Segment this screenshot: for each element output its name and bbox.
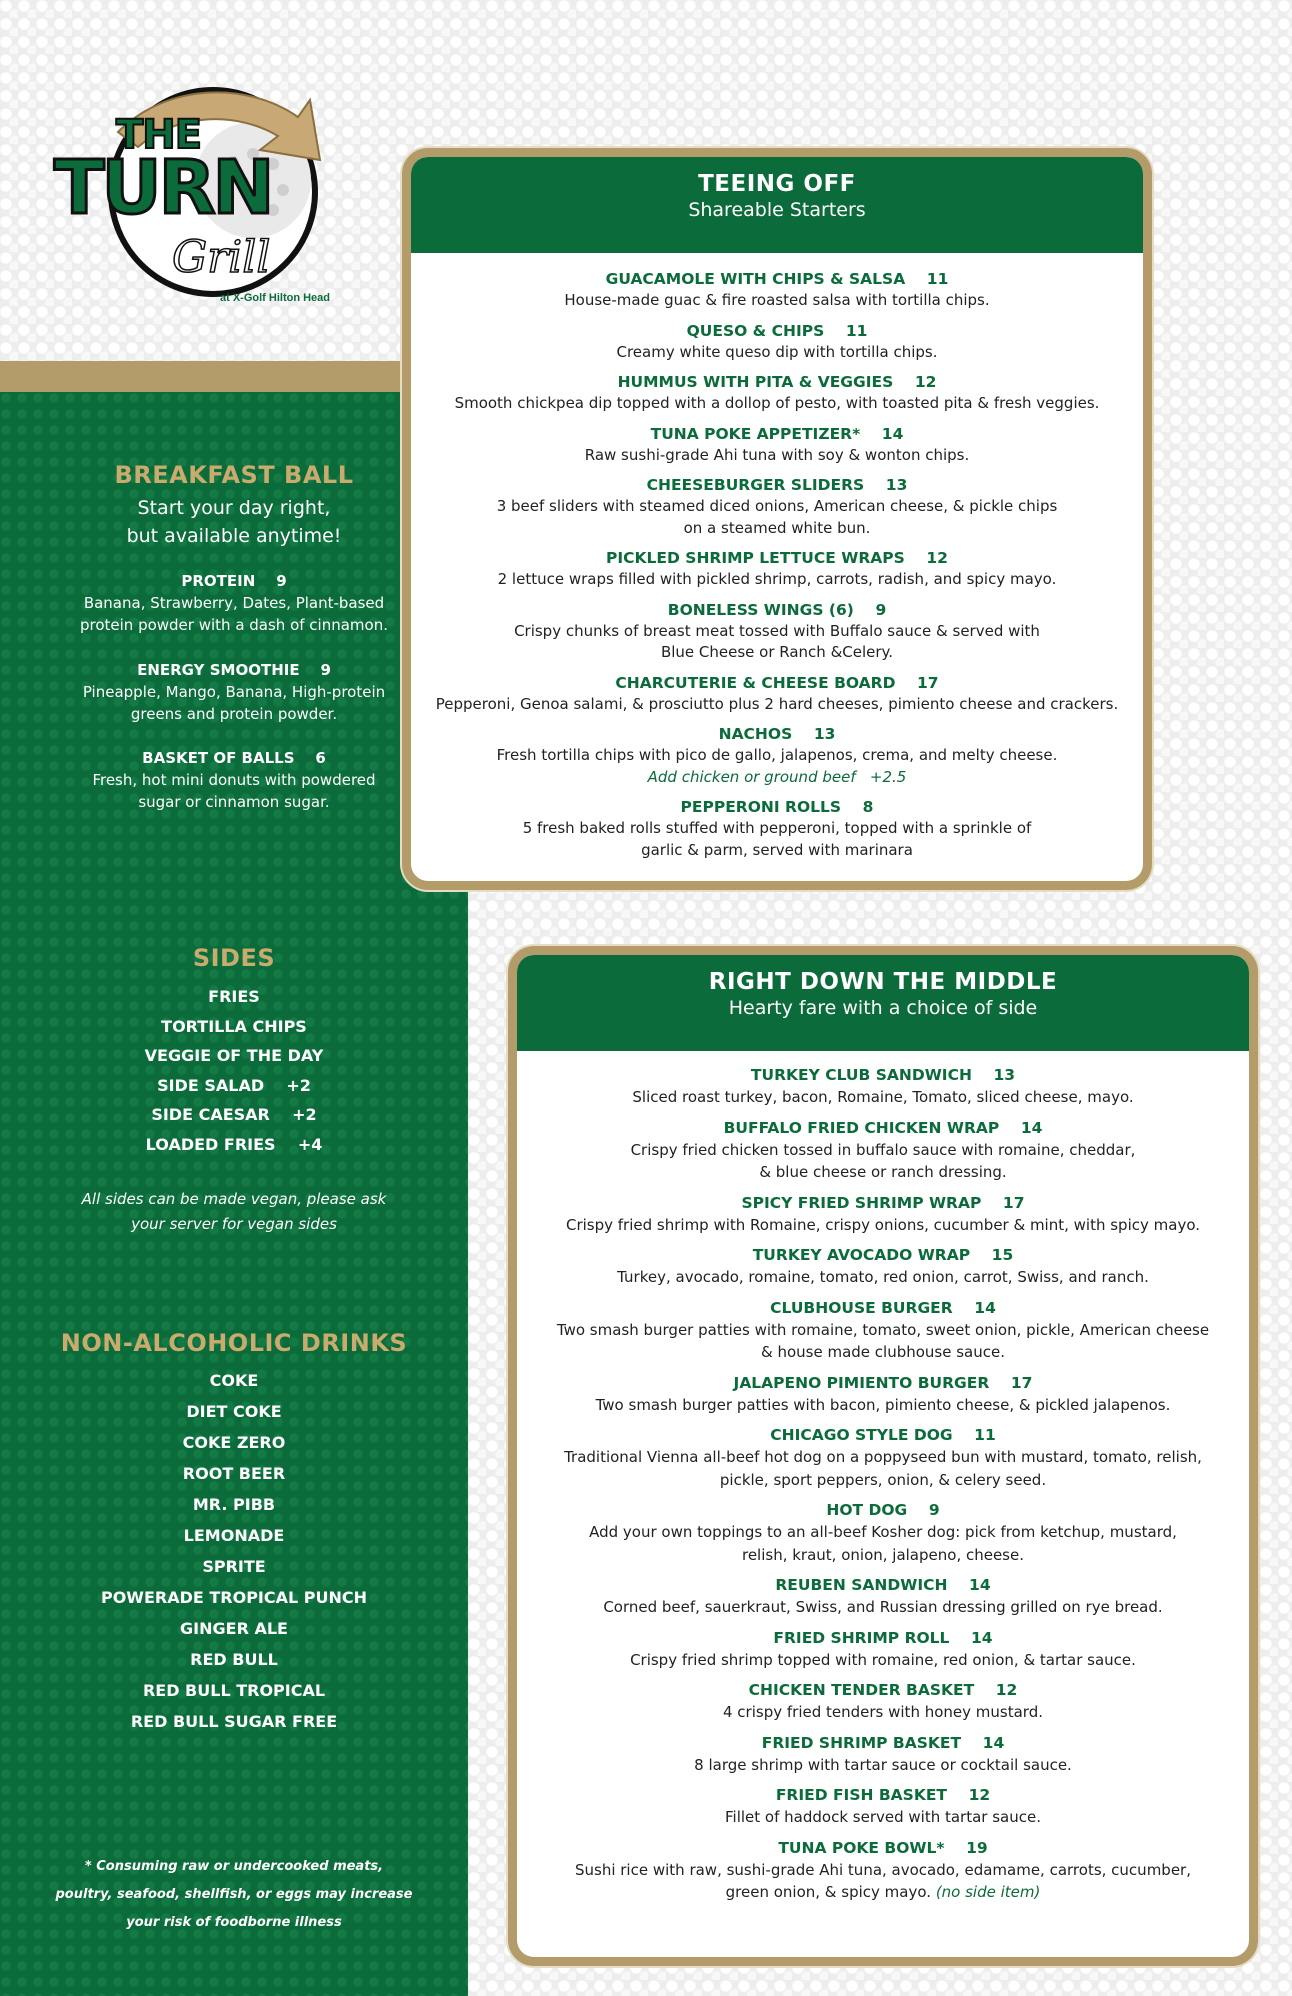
sides-list	[0, 982, 468, 1159]
menu-item-name: BONELESS WINGS (6) 9	[667, 600, 887, 619]
menu-item-desc: garlic & parm, served with marinara	[641, 840, 913, 859]
middle-title: RIGHT DOWN THE MIDDLE	[708, 969, 1058, 995]
drink-item: RED BULL	[190, 1650, 278, 1669]
menu-item	[411, 723, 1143, 788]
drink-item: RED BULL TROPICAL	[142, 1681, 326, 1700]
menu-item-desc: Smooth chickpea dip topped with a dollop of pesto, with toasted pita & fresh veggies.	[454, 394, 1100, 412]
sides-vegan-note-1: All sides can be made vegan, please ask	[81, 1190, 387, 1208]
drinks-list	[0, 1365, 468, 1737]
menu-item	[517, 1574, 1249, 1619]
breakfast-subtitle-1: Start your day right,	[137, 497, 331, 519]
item-price: 9	[276, 572, 287, 590]
menu-item	[517, 1424, 1249, 1491]
menu-item	[411, 796, 1143, 861]
menu-item-name: FRIED SHRIMP BASKET 14	[761, 1733, 1005, 1752]
side-item: VEGGIE OF THE DAY	[144, 1046, 324, 1065]
menu-item	[411, 320, 1143, 364]
menu-item	[517, 1372, 1249, 1417]
sides-title: SIDES	[192, 944, 276, 972]
menu-item-name: BUFFALO FRIED CHICKEN WRAP 14	[723, 1118, 1043, 1137]
menu-item-desc: & house made clubhouse sauce.	[761, 1343, 1005, 1361]
menu-item	[411, 547, 1143, 591]
menu-item-name: PICKLED SHRIMP LETTUCE WRAPS 12	[606, 549, 948, 567]
breakfast-item-name	[0, 661, 468, 679]
menu-item-name: CHICAGO STYLE DOG 11	[770, 1426, 996, 1444]
logo-grill: Grill	[172, 232, 271, 283]
menu-item-desc: Creamy white queso dip with tortilla chips.	[616, 342, 938, 361]
menu-item-desc: pickle, sport peppers, onion, & celery seed.	[719, 1470, 1047, 1489]
item-desc: protein powder with a dash of cinnamon.	[79, 616, 388, 634]
menu-item-desc: Fresh tortilla chips with pico de gallo, jalapenos, crema, and melty cheese.	[496, 746, 1058, 764]
item-name: PROTEIN	[181, 572, 256, 590]
menu-item	[411, 423, 1143, 467]
drink-item: SPRITE	[202, 1557, 266, 1576]
teeing-off-header	[411, 157, 1143, 253]
menu-item-desc: Fillet of haddock served with tartar sauce.	[725, 1808, 1041, 1826]
menu-item-desc: 5 fresh baked rolls stuffed with pepperoni, topped with a sprinkle of	[522, 819, 1032, 837]
drink-item: MR. PIBB	[192, 1495, 276, 1514]
menu-item	[517, 1837, 1249, 1904]
menu-item-name: FRIED FISH BASKET 12	[775, 1786, 991, 1804]
logo	[48, 72, 348, 312]
menu-item-desc	[517, 1881, 1249, 1904]
drink-item: ROOT BEER	[182, 1464, 286, 1483]
left-sidebar	[0, 392, 468, 1996]
middle-subtitle: Hearty fare with a choice of side	[728, 997, 1038, 1019]
item-name: BASKET OF BALLS	[142, 749, 295, 767]
logo-the: THE	[116, 112, 202, 158]
menu-item-name: GUACAMOLE WITH CHIPS & SALSA 11	[605, 270, 949, 288]
menu-item-desc: Two smash burger patties with bacon, pimiento cheese, & pickled jalapenos.	[595, 1395, 1171, 1414]
menu-item-desc: 4 crispy fried tenders with honey mustard.	[723, 1703, 1043, 1721]
logo-turn: TURN	[54, 145, 272, 231]
drink-item: RED BULL SUGAR FREE	[130, 1712, 338, 1731]
disclaimer-line-2: poultry, seafood, shellfish, or eggs may increase	[55, 1887, 413, 1902]
item-desc: Fresh, hot mini donuts with powdered	[92, 771, 376, 789]
menu-item-name: TURKEY CLUB SANDWICH 13	[750, 1066, 1016, 1084]
menu-item-desc: Blue Cheese or Ranch &Celery.	[660, 643, 894, 661]
logo-tagline: at X-Golf Hilton Head	[220, 292, 330, 304]
item-desc: Pineapple, Mango, Banana, High-protein	[82, 683, 386, 701]
drink-item: COKE	[209, 1371, 259, 1390]
breakfast-item-name	[0, 749, 468, 767]
menu-item-desc: & blue cheese or ranch dressing.	[759, 1163, 1007, 1181]
menu-item-desc: Sliced roast turkey, bacon, Romaine, Tomato, sliced cheese, mayo.	[632, 1088, 1134, 1106]
side-item: LOADED FRIES +4	[145, 1134, 323, 1154]
middle-list	[517, 1051, 1249, 1904]
menu-item-addon: Add chicken or ground beef +2.5	[647, 767, 907, 786]
side-item: SIDE CAESAR +2	[151, 1105, 317, 1124]
menu-item-note: (no side item)	[935, 1883, 1041, 1901]
menu-item-desc: 8 large shrimp with tartar sauce or cocktail sauce.	[694, 1755, 1072, 1774]
teeing-off-subtitle: Shareable Starters	[688, 199, 866, 221]
disclaimer-line-1: * Consuming raw or undercooked meats,	[84, 1859, 384, 1874]
drink-item: COKE ZERO	[182, 1433, 286, 1452]
menu-item-desc: Sushi rice with raw, sushi-grade Ahi tuna, avocado, edamame, carrots, cucumber,	[574, 1860, 1191, 1879]
menu-item-desc: Corned beef, sauerkraut, Swiss, and Russian dressing grilled on rye bread.	[603, 1598, 1163, 1616]
menu-item-desc: Pepperoni, Genoa salami, & prosciutto plus 2 hard cheeses, pimiento cheese and crackers.	[435, 694, 1119, 713]
menu-item-name: CHARCUTERIE & CHEESE BOARD 17	[615, 673, 939, 692]
breakfast-item-energy-smoothie	[0, 661, 468, 725]
menu-item-desc: Crispy fried shrimp topped with romaine, red onion, & tartar sauce.	[630, 1650, 1136, 1669]
drink-item: GINGER ALE	[180, 1619, 288, 1638]
item-desc: Banana, Strawberry, Dates, Plant-based	[83, 594, 385, 612]
middle-header	[517, 955, 1249, 1051]
item-desc: sugar or cinnamon sugar.	[138, 793, 330, 811]
menu-item-desc: 2 lettuce wraps filled with pickled shrimp, carrots, radish, and spicy mayo.	[497, 570, 1057, 588]
drinks-title: NON-ALCOHOLIC DRINKS	[60, 1329, 408, 1357]
item-name: ENERGY SMOOTHIE	[137, 661, 300, 679]
menu-item-desc: 3 beef sliders with steamed diced onions, American cheese, & pickle chips	[496, 497, 1058, 515]
menu-item	[517, 1784, 1249, 1829]
menu-item	[411, 268, 1143, 312]
item-price: 6	[315, 749, 326, 767]
menu-item-name: PEPPERONI ROLLS 8	[680, 798, 874, 816]
menu-item-desc: Traditional Vienna all-beef hot dog on a poppyseed bun with mustard, tomato, relish,	[564, 1448, 1202, 1466]
menu-item-name: FRIED SHRIMP ROLL 14	[773, 1628, 993, 1647]
side-item: SIDE SALAD +2	[157, 1075, 311, 1095]
menu-item-name: CHEESEBURGER SLIDERS 13	[646, 476, 908, 494]
menu-item	[517, 1499, 1249, 1566]
menu-item-desc: relish, kraut, onion, jalapeno, cheese.	[741, 1545, 1024, 1564]
drink-item: POWERADE TROPICAL PUNCH	[100, 1588, 368, 1607]
teeing-off-title: TEEING OFF	[698, 171, 856, 197]
sides-vegan-note-2: your server for vegan sides	[131, 1215, 337, 1233]
menu-item-desc: Crispy fried shrimp with Romaine, crispy onions, cucumber & mint, with spicy mayo.	[565, 1215, 1200, 1234]
menu-item	[517, 1192, 1249, 1237]
menu-item	[517, 1297, 1249, 1364]
menu-item-name: QUESO & CHIPS 11	[686, 321, 868, 340]
item-price: 9	[320, 661, 331, 679]
side-item: FRIES	[208, 987, 260, 1006]
menu-item	[517, 1117, 1249, 1184]
teeing-off-list	[411, 253, 1143, 861]
menu-item-desc: Crispy fried chicken tossed in buffalo sauce with romaine, cheddar,	[630, 1140, 1136, 1159]
menu-item-desc: Raw sushi-grade Ahi tuna with soy & wonton chips.	[584, 445, 970, 464]
teeing-off-card	[402, 148, 1152, 890]
menu-item-name: TUNA POKE APPETIZER* 14	[650, 424, 904, 443]
menu-item	[517, 1064, 1249, 1109]
menu-item	[411, 599, 1143, 664]
drink-item: LEMONADE	[183, 1526, 285, 1545]
side-item: TORTILLA CHIPS	[161, 1016, 307, 1036]
menu-item-desc: House-made guac & fire roasted salsa with tortilla chips.	[564, 291, 990, 309]
menu-item-name: TUNA POKE BOWL* 19	[778, 1838, 988, 1857]
breakfast-item-protein	[0, 572, 468, 636]
menu-item-name: NACHOS 13	[718, 725, 836, 743]
menu-item-desc: Two smash burger patties with romaine, tomato, sweet onion, pickle, American cheese	[556, 1320, 1210, 1339]
breakfast-title: BREAKFAST BALL	[114, 461, 354, 489]
menu-item-desc: on a steamed white bun.	[683, 518, 871, 537]
menu-item-name: HUMMUS WITH PITA & VEGGIES 12	[617, 373, 937, 391]
menu-item-desc: Crispy chunks of breast meat tossed with Buffalo sauce & served with	[514, 621, 1040, 640]
item-desc: greens and protein powder.	[130, 705, 338, 723]
menu-item-name: REUBEN SANDWICH 14	[775, 1576, 991, 1594]
breakfast-item-basket-of-balls	[0, 749, 468, 813]
menu-item-name: CLUBHOUSE BURGER 14	[770, 1298, 996, 1317]
menu-item	[411, 474, 1143, 539]
breakfast-item-name	[0, 572, 468, 590]
menu-item	[517, 1732, 1249, 1777]
menu-item	[411, 672, 1143, 716]
drink-item: DIET COKE	[186, 1402, 282, 1421]
menu-item-desc-text: green onion, & spicy mayo.	[725, 1883, 932, 1901]
menu-item-name: JALAPENO PIMIENTO BURGER 17	[733, 1373, 1033, 1392]
menu-item-name: TURKEY AVOCADO WRAP 15	[752, 1246, 1014, 1264]
menu-item-name: CHICKEN TENDER BASKET 12	[748, 1681, 1018, 1699]
gold-divider-bar	[0, 361, 420, 392]
disclaimer-line-3: your risk of foodborne illness	[126, 1915, 342, 1930]
menu-item-desc: Turkey, avocado, romaine, tomato, red onion, carrot, Swiss, and ranch.	[617, 1268, 1149, 1286]
menu-item-name: SPICY FRIED SHRIMP WRAP 17	[741, 1193, 1025, 1212]
menu-item	[517, 1679, 1249, 1724]
breakfast-subtitle-2: but available anytime!	[126, 525, 342, 547]
menu-item-desc: Add your own toppings to an all-beef Kosher dog: pick from ketchup, mustard,	[589, 1523, 1177, 1541]
middle-card	[508, 946, 1258, 1966]
menu-item-name: HOT DOG 9	[826, 1501, 940, 1519]
menu-item	[517, 1627, 1249, 1672]
menu-item	[517, 1244, 1249, 1289]
menu-item	[411, 371, 1143, 415]
